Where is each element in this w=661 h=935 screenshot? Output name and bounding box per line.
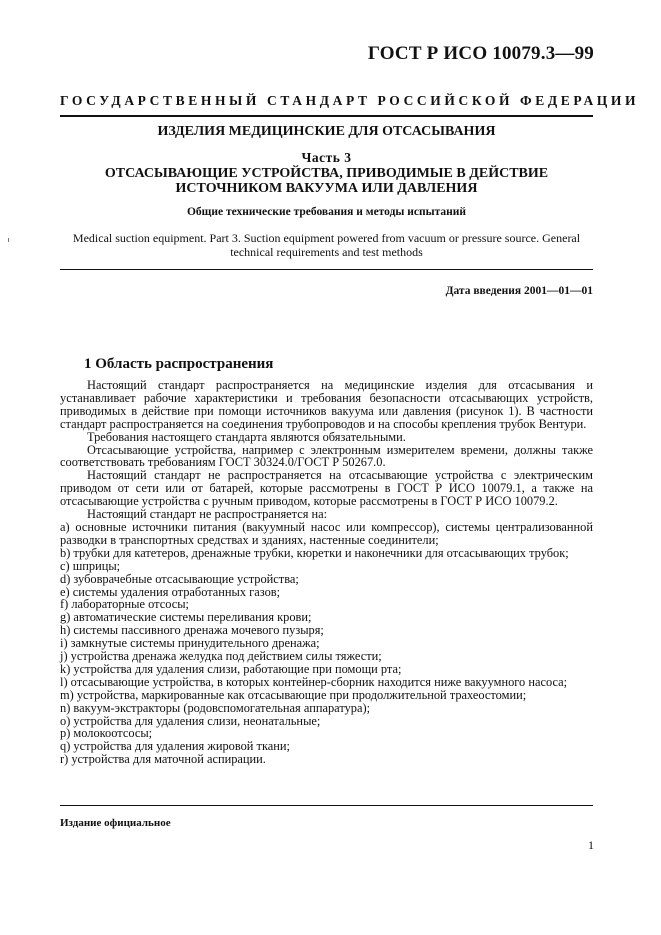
official-edition-label: Издание официальное	[60, 817, 171, 829]
list-item: о) устройства для удаления слизи, неонатальные;	[60, 713, 321, 728]
list-item: l) отсасывающие устройства, в которых контейнер-сборник находится ниже вакуумного насоса;	[60, 674, 568, 689]
list-item: е) системы удаления отработанных газов;	[60, 584, 281, 599]
paragraph: Настоящий стандарт распространяется на медицинские изделия для отсасывания и устанавливает рабочие характеристики и требования безопасности отсасывающих устройств, приводимых в действие при помощи источников вакуума или давления (рисунок 1). В частности стандарт распространяется на соединения трубопроводов и на способы крепления трубок Вентури.	[60, 378, 593, 431]
scan-mark	[8, 238, 9, 242]
list-item: q) устройства для удаления жировой ткани;	[60, 739, 290, 754]
standard-code: ГОСТ Р ИСО 10079.3—99	[367, 43, 594, 64]
list-item: g) автоматические системы переливания крови;	[60, 610, 312, 625]
paragraph: Отсасывающие устройства, например с электронным измерителем времени, должны также соответствовать требованиям ГОСТ 30324.0/ГОСТ Р 50267.0.	[60, 442, 593, 470]
section-body	[60, 379, 593, 766]
title-rule	[60, 269, 593, 270]
list-item: f) лабораторные отсосы;	[60, 597, 189, 612]
list-item: r) устройства для маточной аспирации.	[60, 752, 266, 767]
list-item: i) замкнутые системы принудительного дренажа;	[60, 636, 320, 651]
list-item: d) зубоврачебные отсасывающие устройства;	[60, 571, 299, 586]
paragraph: Требования настоящего стандарта являются обязательными.	[87, 429, 406, 444]
introduction-date: Дата введения 2001—01—01	[445, 285, 593, 297]
list-item: р) молокоотсосы;	[60, 726, 153, 741]
requirements-title: Общие технические требования и методы испытаний	[186, 206, 467, 218]
state-standard-heading: ГОСУДАРСТВЕННЫЙ СТАНДАРТ РОССИЙСКОЙ ФЕДЕРАЦИИ	[60, 93, 640, 108]
list-item: j) устройства дренажа желудка под действием силы тяжести;	[60, 649, 382, 664]
document-title: ИЗДЕЛИЯ МЕДИЦИНСКИЕ ДЛЯ ОТСАСЫВАНИЯ	[157, 124, 496, 139]
page-number: 1	[588, 838, 594, 852]
footer-rule	[60, 805, 593, 806]
section-heading: 1 Область распространения	[84, 356, 274, 372]
paragraph: Настоящий стандарт не распространяется на:	[87, 507, 328, 522]
header-rule	[60, 115, 593, 117]
list-item: n) вакуум-экстракторы (родовспомогательная аппаратура);	[60, 700, 371, 715]
part-label: Часть 3	[301, 150, 352, 165]
list-item: b) трубки для катетеров, дренажные трубки, кюретки и наконечники для отсасывающих трубок;	[60, 545, 569, 560]
list-item: k) устройства для удаления слизи, работающие при помощи рта;	[60, 661, 402, 676]
paragraph: Настоящий стандарт не распространяется на отсасывающие устройства с электрическим приводом от сети или от батарей, которые рассмотрены в ГОСТ Р ИСО 10079.1, а также на отсасывающие устройства с ручным приводом, которые рассмотрены в ГОСТ Р ИСО 10079.2.	[60, 468, 593, 509]
document-subtitle: ОТСАСЫВАЮЩИЕ УСТРОЙСТВА, ПРИВОДИМЫЕ В ДЕЙСТВИЕ ИСТОЧНИКОМ ВАКУУМА ИЛИ ДАВЛЕНИЯ	[104, 166, 549, 196]
english-title: Medical suction equipment. Part 3. Suction equipment powered from vacuum or pressure source. General technical requirements and test methods	[72, 231, 581, 259]
list-item: h) системы пассивного дренажа мочевого пузыря;	[60, 623, 324, 638]
list-item: с) шприцы;	[60, 558, 121, 573]
list-item: а) основные источники питания (вакуумный насос или компрессор), системы централизованной разводки в транспортных средствах и зданиях, настенные соединители;	[60, 519, 593, 547]
list-item: m) устройства, маркированные как отсасывающие при продолжительной трахеостомии;	[60, 687, 527, 702]
